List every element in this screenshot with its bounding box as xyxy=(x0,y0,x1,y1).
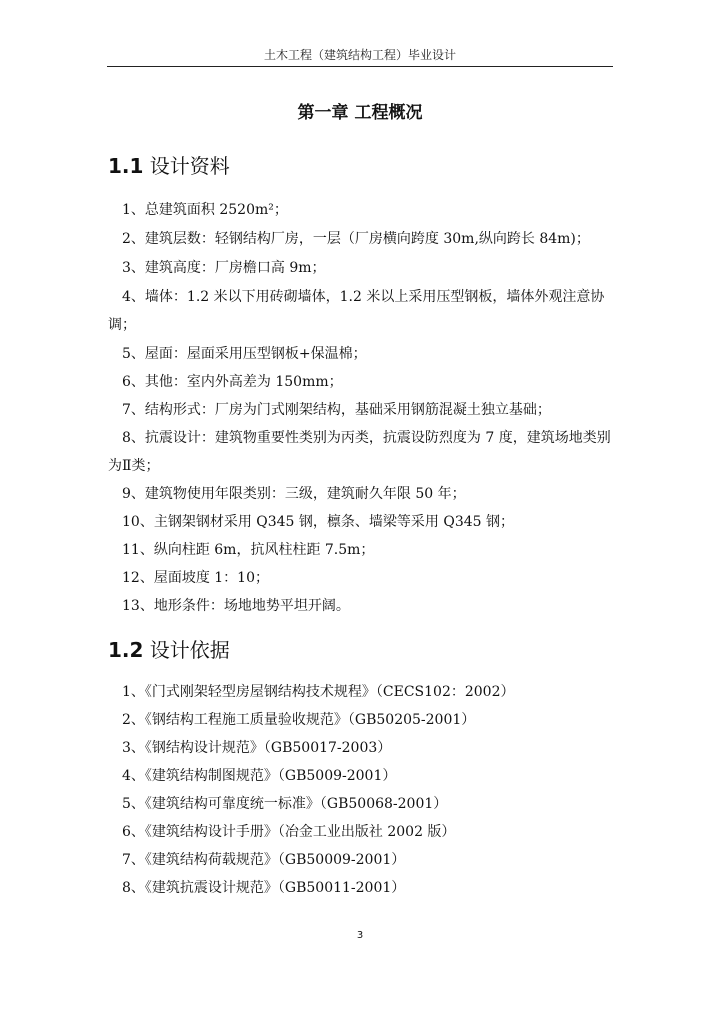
list-item: 11、纵向柱距 6m，抗风柱柱距 7.5m； xyxy=(122,542,375,558)
section-heading-1-2 xyxy=(108,634,230,663)
list-item: 3、建筑高度：厂房檐口高 9m； xyxy=(122,260,326,276)
list-item: 5、屋面：屋面采用压型钢板+保温棉； xyxy=(122,346,367,362)
list-item: 1、总建筑面积 2520m²； xyxy=(122,202,288,218)
list-item: 8、抗震设计：建筑物重要性类别为丙类，抗震设防烈度为 7 度，建筑场地类别为Ⅱ类； xyxy=(108,430,611,474)
section-number: 1.2 xyxy=(108,638,144,662)
section-title: 设计资料 xyxy=(149,154,230,178)
section-number: 1.1 xyxy=(108,154,144,178)
list-item: 13、地形条件：场地地势平坦开阔。 xyxy=(122,598,350,614)
list-item: 2、建筑层数：轻钢结构厂房，一层（厂房横向跨度 30m,纵向跨长 84m)； xyxy=(122,231,590,247)
list-item: 3、《钢结构设计规范》（GB50017-2003） xyxy=(122,740,392,756)
list-item: 2、《钢结构工程施工质量验收规范》（GB50205-2001） xyxy=(122,712,476,728)
list-item: 10、主钢架钢材采用 Q345 钢，檩条、墙梁等采用 Q345 钢； xyxy=(122,514,515,530)
list-item: 7、《建筑结构荷载规范》（GB50009-2001） xyxy=(122,852,406,868)
list-item: 5、《建筑结构可靠度统一标准》（GB50068-2001） xyxy=(122,796,448,812)
list-item: 7、结构形式：厂房为门式刚架结构，基础采用钢筋混凝土独立基础； xyxy=(122,402,551,418)
section-title: 设计依据 xyxy=(149,638,230,662)
list-item: 9、建筑物使用年限类别：三级，建筑耐久年限 50 年； xyxy=(122,486,466,502)
list-item: 4、墙体：1.2 米以下用砖砌墙体，1.2 米以上采用压型钢板，墙体外观注意协调； xyxy=(108,289,605,333)
page-number: 3 xyxy=(356,930,364,941)
list-item: 6、《建筑结构设计手册》（冶金工业出版社 2002 版） xyxy=(122,824,456,840)
list-item: 6、其他：室内外高差为 150mm； xyxy=(122,374,343,390)
header-rule xyxy=(107,66,613,67)
list-item: 8、《建筑抗震设计规范》（GB50011-2001） xyxy=(122,880,406,896)
list-item: 12、屋面坡度 1：10； xyxy=(122,570,269,586)
page-header: 土木工程（建筑结构工程）毕业设计 xyxy=(263,48,456,62)
list-item: 4、《建筑结构制图规范》（GB5009-2001） xyxy=(122,768,397,784)
section-heading-1-1 xyxy=(108,150,230,179)
chapter-title: 第一章 工程概况 xyxy=(297,103,423,123)
list-item: 1、《门式刚架轻型房屋钢结构技术规程》（CECS102：2002） xyxy=(122,684,515,700)
